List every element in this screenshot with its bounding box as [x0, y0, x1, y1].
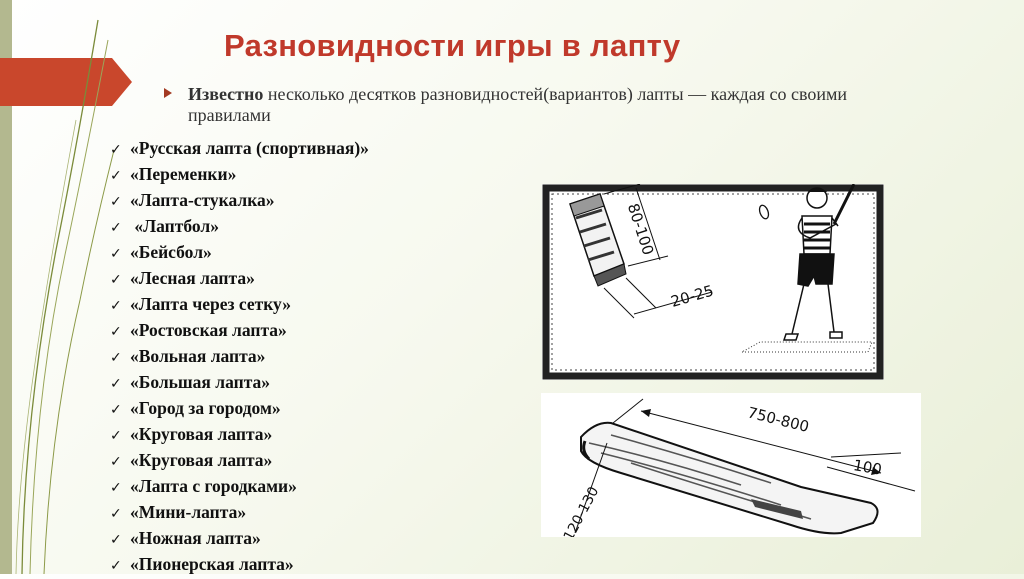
checkmark-icon: ✓ [110, 168, 122, 184]
ball-dim-a: 80-100 [623, 201, 658, 258]
decorative-lines [0, 0, 120, 574]
checkmark-icon: ✓ [110, 194, 122, 210]
checkmark-icon: ✓ [110, 480, 122, 496]
list-item: ✓ «Большая лапта» [110, 369, 369, 395]
checkmark-icon: ✓ [110, 142, 122, 158]
list-item: ✓ «Лапта через сетку» [110, 291, 369, 317]
ball-dim-b: 20-25 [668, 281, 716, 311]
bat-dim-width: 120-130 [560, 484, 603, 537]
illustration-ball-batter [542, 184, 884, 380]
checkmark-icon: ✓ [110, 298, 122, 314]
checkmark-icon: ✓ [110, 376, 122, 392]
checkmark-icon: ✓ [110, 428, 122, 444]
list-item: ✓ «Мини-лапта» [110, 499, 369, 525]
list-item: ✓ «Лапта-стукалка» [110, 187, 369, 213]
intro-paragraph [164, 84, 924, 126]
arrow-bullet-icon [164, 88, 172, 98]
flying-ball-icon [758, 204, 770, 220]
list-item: ✓ «Лаптбол» [110, 213, 369, 239]
list-item: ✓ «Ростовская лапта» [110, 317, 369, 343]
checkmark-icon: ✓ [110, 402, 122, 418]
list-item: ✓ «Город за городом» [110, 395, 369, 421]
list-item: ✓ «Переменки» [110, 161, 369, 187]
checkmark-icon: ✓ [110, 454, 122, 470]
checkmark-icon: ✓ [110, 246, 122, 262]
checkmark-icon: ✓ [110, 558, 122, 574]
checkmark-icon: ✓ [110, 506, 122, 522]
bat-dim-length: 750-800 [745, 403, 811, 436]
list-item: ✓ «Круговая лапта» [110, 421, 369, 447]
illustration-bat [541, 393, 921, 537]
checkmark-icon: ✓ [110, 220, 122, 236]
bat-drawing [581, 423, 878, 534]
list-item: ✓ «Круговая лапта» [110, 447, 369, 473]
checkmark-icon: ✓ [110, 350, 122, 366]
list-item: ✓ «Бейсбол» [110, 239, 369, 265]
checkmark-icon: ✓ [110, 532, 122, 548]
list-item: ✓ «Ножная лапта» [110, 525, 369, 551]
checkmark-icon: ✓ [110, 324, 122, 340]
list-item: ✓ «Русская лапта (спортивная)» [110, 135, 369, 161]
batter-figure [784, 184, 854, 340]
list-item: ✓ «Вольная лапта» [110, 343, 369, 369]
slide-title: Разновидности игры в лапту [224, 28, 681, 63]
list-item: ✓ «Пионерская лапта» [110, 551, 369, 577]
intro-text: несколько десятков разновидностей(вариантов) лапты — каждая со своими правилами [188, 84, 847, 125]
bat-dim-handle: 100 [851, 456, 884, 479]
variants-list [110, 135, 369, 577]
checkmark-icon: ✓ [110, 272, 122, 288]
intro-bold: Известно [188, 84, 264, 104]
list-item: ✓ «Лапта с городками» [110, 473, 369, 499]
list-item: ✓ «Лесная лапта» [110, 265, 369, 291]
